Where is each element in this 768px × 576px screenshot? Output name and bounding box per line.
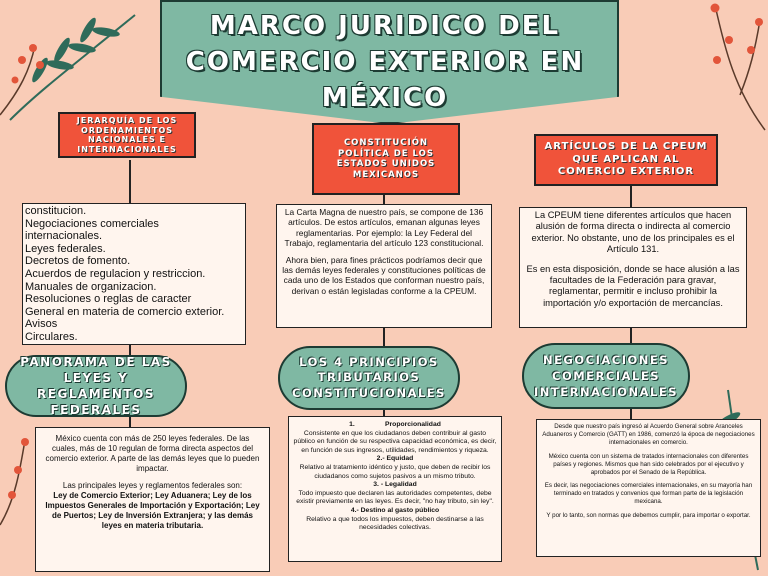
header-articulos-text: ARTÍCULOS DE LA CPEUM QUE APLICAN AL COMERCIO EXTERIOR — [544, 141, 708, 178]
panorama-box — [35, 427, 270, 572]
principle-text: Relativo a que todos los impuestos, deben destinarse a las necesidades colectivas. — [306, 515, 484, 532]
principle-title: 2.- Equidad — [376, 455, 414, 463]
constitucion-text-2: Ahora bien, para fines prácticos podríamos decir que las demás leyes federales y constituciones políticas de cada uno de los Estados que conforman nuestro país, derivan o están legisladas conforme a la CPEUM. — [282, 254, 486, 296]
principle-title: 4.- Destino al gasto público — [350, 506, 440, 514]
pill-negociaciones — [522, 343, 690, 409]
articulos-text-1: La CPEUM tiene diferentes artículos que hacen alusión de forma directa o indirecta al comercio exterior. No obstante, uno de los principales es el Artículo 131. — [531, 210, 735, 255]
list-item: Leyes federales. — [25, 242, 106, 255]
panorama-text-1: México cuenta con más de 250 leyes federales. De las cuales, más de 10 regulan de forma directa aspectos del comercio exterior. A parte de las demás leyes que lo pueden impactar. — [45, 434, 260, 473]
negociaciones-text-4: Y por lo tanto, son normas que debemos cumplir, para importar o exportar. — [546, 512, 751, 520]
list-item: Decretos de fomento. — [25, 255, 131, 268]
list-item: Manuales de organizacion. — [25, 280, 157, 293]
header-jerarquia — [58, 112, 196, 158]
pill-principios-text: LOS 4 PRINCIPIOS TRIBUTARIOS CONSTITUCIONALES — [292, 354, 446, 400]
negociaciones-box — [536, 419, 761, 557]
list-item: Acuerdos de regulacion y restriccion. — [25, 267, 206, 280]
connector-left-top — [129, 160, 131, 205]
constitucion-text-1: La Carta Magna de nuestro país, se compone de 136 artículos. De estos artículos, emanan algunas leyes reglamentarias. Por ejemplo: la Ley Federal del Trabajo, reglamentaria del artículo 123 constitucional. — [284, 207, 484, 249]
pill-negociaciones-text: NEGOCIACIONES COMERCIALES INTERNACIONALES — [534, 353, 678, 399]
header-jerarquia-text: JERARQUÍA DE LOS ORDENAMIENTOS NACIONALES E INTERNACIONALES — [76, 116, 178, 154]
list-item: Circulares. — [25, 330, 78, 343]
hierarchy-list — [22, 203, 246, 345]
list-item: Negociaciones comerciales — [25, 217, 159, 230]
principle-text: Relativo al tratamiento idéntico y justo, que deben de recibir los ciudadanos como sujetos pasivos a un mismo tributo. — [299, 463, 491, 480]
negociaciones-text-3: Es decir, las negociaciones comerciales internacionales, en su mayoría han terminado en tratados y convenios que forman parte de la legislación mexicana. — [544, 482, 753, 506]
negociaciones-text-1: Desde que nuestro país ingresó al Acuerdo General sobre Aranceles Aduaneros y Comercio (GATT) en 1986, comenzó la época de negociaciones internacionales en comercio. — [542, 423, 755, 446]
list-item: Resoluciones o reglas de caracter — [25, 293, 192, 306]
header-constitucion-text: CONSTITUCIÓN POLÍTICA DE LOS ESTADOS UNIDOS MEXICANOS — [336, 138, 436, 180]
pill-principios — [278, 346, 460, 410]
page-title: MARCO JURIDICO DEL COMERCIO EXTERIOR EN MÉXICO — [185, 11, 585, 113]
header-articulos — [534, 134, 718, 186]
panorama-text-2: Las principales leyes y reglamentos federales son: — [62, 481, 243, 490]
berry-branch-left-icon — [0, 40, 80, 120]
articulos-box — [519, 207, 747, 328]
header-constitucion — [312, 123, 460, 195]
articulos-text-2: Es en esta disposición, donde se hace alusión a las facultades de la Federación para gravar, reglamentar, permitir e incluso prohibir la importación y/o exportación de mercancías. — [526, 263, 740, 308]
panorama-text-3: Ley de Comercio Exterior; Ley Aduanera; Ley de los Impuestos Generales de Importación y Exportación; Ley de Puertos; Ley de Inversión Extranjera; y las demás leyes en materia tributaria. — [45, 491, 260, 530]
berry-branch-bottom-left-icon — [0, 430, 40, 530]
connector-right-top — [630, 186, 632, 208]
berry-branch-top-right-icon — [655, 0, 768, 140]
list-item: General en materia de comercio exterior. — [25, 305, 225, 318]
pill-panorama — [5, 355, 187, 417]
connector-center-mid — [383, 328, 385, 348]
list-item: Avisos — [25, 318, 58, 331]
constitucion-box — [276, 204, 492, 328]
list-item: constitucion. — [25, 205, 87, 217]
negociaciones-text-2: México cuenta con un sistema de tratados internacionales con diferentes países y regiones. Mismos que han sido celebrados por el ejecutivo y aprobados por el Senado de la República. — [548, 452, 749, 476]
principios-box — [288, 416, 502, 562]
principle-text: Consistente en que los ciudadanos deben contribuir al gasto público en función de su respectiva capacidad económica, es decir, en función de sus ingresos, utilidades, rendimientos y riqueza. — [293, 429, 497, 454]
connector-right-mid — [630, 328, 632, 343]
principle-title: 1. Proporcionalidad — [349, 421, 441, 428]
principle-text: Todo impuesto que declaren las autoridades competentes, debe existir previamente en las leyes. Es decir, "no hay tributo, sin ley". — [296, 489, 494, 506]
list-item: internacionales. — [25, 230, 103, 243]
pill-panorama-text: PANORAMA DE LAS LEYES Y REGLAMENTOS FEDERALES — [20, 355, 172, 417]
principle-title: 3. - Legalidad — [373, 481, 417, 489]
